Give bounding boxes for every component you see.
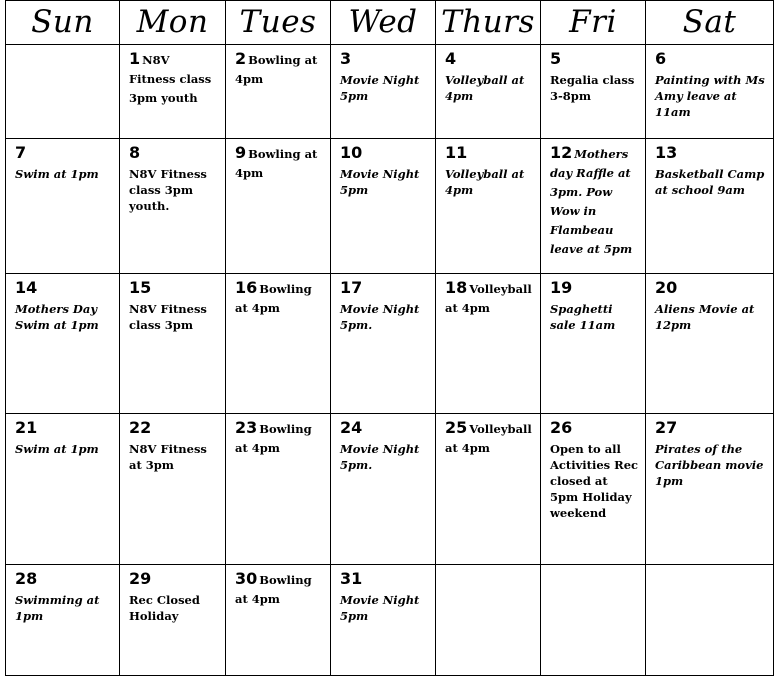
- day-cell: [541, 565, 646, 676]
- day-cell: [120, 139, 226, 274]
- day-cell: [6, 45, 120, 139]
- event-text: Movie Night 5pm.: [340, 442, 420, 472]
- event-text: Volleyball at 4pm: [445, 422, 532, 455]
- day-cell: [6, 414, 120, 565]
- weekday-header-sun: Sun: [6, 1, 120, 45]
- event-text: N8V Fitness at 3pm: [129, 442, 207, 472]
- day-number: 21: [15, 418, 38, 437]
- weekday-header-sat: Sat: [646, 1, 774, 45]
- day-cell: [541, 139, 646, 274]
- day-cell: [226, 45, 331, 139]
- day-number: 9: [235, 143, 247, 162]
- weekday-header-row: [6, 1, 774, 45]
- week-row: [6, 45, 774, 139]
- calendar-table: [5, 0, 774, 676]
- event-text: Volleyball at 4pm: [445, 167, 525, 197]
- event-text: N8V Fitness class 3pm youth.: [129, 167, 207, 213]
- day-cell: [331, 139, 436, 274]
- week-row: [6, 139, 774, 274]
- day-number: 11: [445, 143, 468, 162]
- day-number: 12: [550, 143, 573, 162]
- day-cell: [226, 414, 331, 565]
- day-number: 25: [445, 418, 468, 437]
- weekday-header-mon: Mon: [120, 1, 226, 45]
- day-cell: [226, 274, 331, 414]
- day-cell: [436, 45, 541, 139]
- event-text: Bowling at 4pm: [235, 53, 318, 86]
- week-row: [6, 274, 774, 414]
- event-text: Mothers Day Swim at 1pm: [15, 302, 99, 332]
- day-number: 16: [235, 278, 258, 297]
- event-text: Bowling at 4pm: [235, 282, 312, 315]
- weekday-header-tues: Tues: [226, 1, 331, 45]
- day-number: 24: [340, 418, 363, 437]
- event-text: Swim at 1pm: [15, 442, 99, 456]
- event-text: Bowling at 4pm: [235, 147, 318, 180]
- day-cell: [541, 274, 646, 414]
- day-cell: [120, 414, 226, 565]
- day-number: 3: [340, 49, 352, 68]
- event-text: Movie Night 5pm.: [340, 302, 420, 332]
- day-number: 13: [655, 143, 678, 162]
- day-cell: [646, 565, 774, 676]
- day-number: 1: [129, 49, 141, 68]
- week-row: [6, 414, 774, 565]
- event-text: Movie Night 5pm: [340, 167, 420, 197]
- event-text: Rec Closed Holiday: [129, 593, 200, 623]
- day-number: 31: [340, 569, 363, 588]
- day-cell: [120, 274, 226, 414]
- day-cell: [120, 45, 226, 139]
- day-cell: [646, 274, 774, 414]
- day-number: 27: [655, 418, 678, 437]
- day-number: 5: [550, 49, 562, 68]
- weekday-header-fri: Fri: [541, 1, 646, 45]
- day-cell: [6, 139, 120, 274]
- weekday-header-wed: Wed: [331, 1, 436, 45]
- event-text: Mothers day Raffle at 3pm. Pow Wow in Flambeau leave at 5pm: [550, 147, 633, 256]
- day-cell: [436, 565, 541, 676]
- day-cell: [436, 274, 541, 414]
- event-text: Regalia class 3-8pm: [550, 73, 635, 103]
- event-text: Bowling at 4pm: [235, 422, 312, 455]
- day-cell: [226, 139, 331, 274]
- day-cell: [436, 139, 541, 274]
- day-number: 22: [129, 418, 152, 437]
- day-cell: [646, 45, 774, 139]
- day-cell: [331, 414, 436, 565]
- event-text: Movie Night 5pm: [340, 593, 420, 623]
- event-text: Volleyball at 4pm: [445, 73, 525, 103]
- day-cell: [541, 45, 646, 139]
- day-number: 10: [340, 143, 363, 162]
- event-text: Aliens Movie at 12pm: [655, 302, 755, 332]
- day-cell: [331, 274, 436, 414]
- day-number: 7: [15, 143, 27, 162]
- day-cell: [120, 565, 226, 676]
- day-number: 18: [445, 278, 468, 297]
- event-text: Volleyball at 4pm: [445, 282, 532, 315]
- day-number: 15: [129, 278, 152, 297]
- day-number: 14: [15, 278, 38, 297]
- event-text: Spaghetti sale 11am: [550, 302, 616, 332]
- event-text: Basketball Camp at school 9am: [655, 167, 765, 197]
- week-row: [6, 565, 774, 676]
- day-number: 19: [550, 278, 573, 297]
- event-text: Pirates of the Caribbean movie 1pm: [655, 442, 764, 488]
- day-number: 26: [550, 418, 573, 437]
- day-number: 6: [655, 49, 667, 68]
- day-cell: [6, 565, 120, 676]
- day-cell: [646, 414, 774, 565]
- day-number: 20: [655, 278, 678, 297]
- day-number: 2: [235, 49, 247, 68]
- event-text: N8V Fitness class 3pm youth: [129, 53, 212, 105]
- day-number: 8: [129, 143, 141, 162]
- day-cell: [541, 414, 646, 565]
- day-cell: [6, 274, 120, 414]
- day-cell: [331, 565, 436, 676]
- day-number: 29: [129, 569, 152, 588]
- day-cell: [226, 565, 331, 676]
- day-number: 17: [340, 278, 363, 297]
- event-text: Movie Night 5pm: [340, 73, 420, 103]
- event-text: Painting with Ms Amy leave at 11am: [655, 73, 765, 119]
- day-number: 23: [235, 418, 258, 437]
- event-text: N8V Fitness class 3pm: [129, 302, 207, 332]
- weekday-header-thurs: Thurs: [436, 1, 541, 45]
- day-cell: [646, 139, 774, 274]
- day-number: 30: [235, 569, 258, 588]
- day-number: 4: [445, 49, 457, 68]
- day-cell: [436, 414, 541, 565]
- event-text: Open to all Activities Rec closed at 5pm Holiday weekend: [550, 442, 639, 520]
- day-cell: [331, 45, 436, 139]
- day-number: 28: [15, 569, 38, 588]
- event-text: Swim at 1pm: [15, 167, 99, 181]
- event-text: Swimming at 1pm: [15, 593, 100, 623]
- event-text: Bowling at 4pm: [235, 573, 312, 606]
